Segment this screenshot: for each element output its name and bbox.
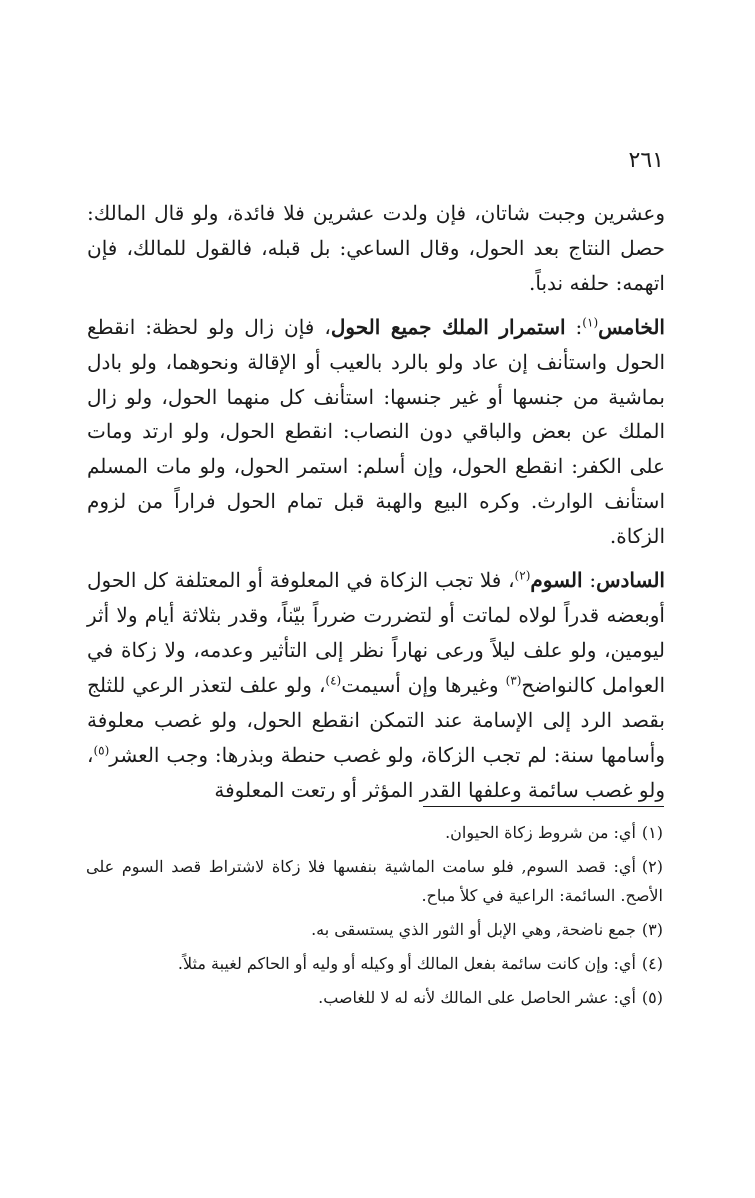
footnotes xyxy=(86,818,663,1017)
footnote-5 xyxy=(86,983,663,1012)
footnote-number: (١) xyxy=(641,823,663,842)
footnote-3 xyxy=(86,915,663,944)
main-text xyxy=(87,196,665,807)
footnote-text: أي: من شروط زكاة الحيوان. xyxy=(445,823,636,842)
paragraph-continuation: وعشرين وجبت شاتان، فإن ولدت عشرين فلا فائدة، ولو قال المالك: حصل النتاج بعد الحول، وقال الساعي: بل قبله، فالقول للمالك، فإن اتهمه: حلفه ندباً. xyxy=(87,201,665,295)
footnote-4 xyxy=(86,949,663,978)
paragraph-text-d: ، ولو غصب سائمة وعلفها القدر المؤثر أو رتعت المعلوفة xyxy=(87,742,665,802)
paragraph-sixth-condition xyxy=(87,563,665,807)
section-heading-fifth: الخامس xyxy=(598,314,665,339)
footnote-1 xyxy=(86,818,663,847)
footnote-ref-5[interactable]: (٥) xyxy=(93,742,110,757)
paragraph-text-c: ، ولو علف لتعذر الرعي للثلج بقصد الرد إلى الإسامة عند التمكن انقطع الحول، ولو غصب معلوفة وأسامها سنة: لم تجب الزكاة، ولو غصب حنطة وبذرها: وجب العشر xyxy=(87,672,665,767)
footnote-divider xyxy=(423,806,664,807)
condition-term-grazing: السوم xyxy=(530,568,583,593)
footnote-text: أي: وإن كانت سائمة بفعل المالك أو وكيله أو وليه أو الحاكم لغيبة مثلاً. xyxy=(177,954,636,973)
footnote-ref-1[interactable]: (١) xyxy=(582,315,599,330)
separator: : xyxy=(565,314,583,339)
paragraph-text-b: وغيرها وإن أسيمت xyxy=(341,672,506,697)
footnote-text: أي: عشر الحاصل على المالك لأنه له لا للغاصب. xyxy=(318,988,636,1007)
section-heading-sixth: السادس xyxy=(596,568,665,593)
paragraph-fifth-condition xyxy=(87,310,665,554)
footnote-number: (٢) xyxy=(641,857,663,876)
footnote-ref-3[interactable]: (٣) xyxy=(505,673,522,688)
footnote-number: (٣) xyxy=(641,920,663,939)
footnote-ref-2[interactable]: (٢) xyxy=(514,568,531,583)
footnote-text: أي: قصد السوم, فلو سامت الماشية بنفسها فلا زكاة لاشتراط قصد السوم على الأصح. السائمة: الراعية في كلأ مباح. xyxy=(86,857,663,905)
paragraph-text: ، فإن زال ولو لحظة: انقطع الحول واستأنف إن عاد ولو بالرد بالعيب أو الإقالة ونحوهما، ولو بادل بماشية من جنسها أو غير جنسها: استأنف كل منهما الحول، ولو زال الملك عن بعض والباقي دون النصاب: انقطع الحول، ولو ارتد ومات على الكفر: انقطع الحول، وإن أسلم: استمر الحول، ولو مات المسلم استأنف الوارث. وكره البيع والهبة قبل تمام الحول فراراً من لزوم الزكاة. xyxy=(87,314,665,549)
footnote-ref-4[interactable]: (٤) xyxy=(325,673,342,688)
footnote-2 xyxy=(86,852,663,910)
page-number: ٢٦١ xyxy=(628,148,664,173)
paragraph-text-a: ، فلا تجب الزكاة في المعلوفة أو المعتلفة كل الحول أوبعضه قدراً لولاه لماتت أو لتضررت ضرراً بيّناً، وقدر بثلاثة أيام ولا أثر ليومين، ولو علف ليلاً ورعى نهاراً نظر إلى التأثير وعدمه، ولا زكاة في العوامل كالنواضح xyxy=(87,568,665,697)
separator: : xyxy=(582,568,597,593)
condition-term-ownership: استمرار الملك جميع الحول xyxy=(330,314,566,339)
footnote-text: جمع ناضحة, وهي الإبل أو الثور الذي يستسقى به. xyxy=(311,920,636,939)
footnote-number: (٤) xyxy=(641,954,663,973)
footnote-number: (٥) xyxy=(641,988,663,1007)
